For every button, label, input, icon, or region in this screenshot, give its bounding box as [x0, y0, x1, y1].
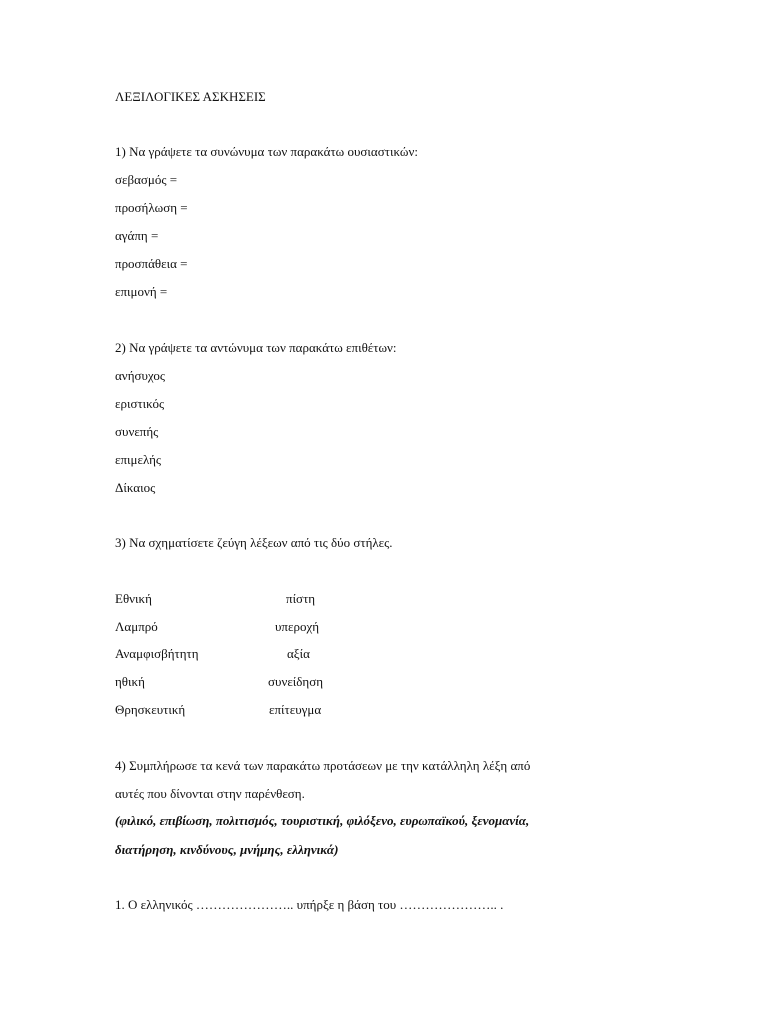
pair-left-word: Λαμπρό: [115, 619, 158, 634]
exercise-4-prompt-line-1: 4) Συμπλήρωσε τα κενά των παρακάτω προτάσεων με την κατάλληλη λέξη από: [115, 758, 531, 773]
pair-right-word: συνείδηση: [268, 674, 324, 689]
antonym-item: Δίκαιος: [115, 480, 156, 495]
synonym-item: προσπάθεια =: [115, 256, 188, 271]
pair-left-word: ηθική: [115, 674, 145, 689]
antonym-item: συνεπής: [115, 424, 159, 439]
synonym-item: σεβασμός =: [115, 172, 178, 187]
pair-right-word: υπεροχή: [275, 619, 320, 634]
word-bank-line-2: διατήρηση, κινδύνους, μνήμης, ελληνικά): [115, 842, 339, 857]
antonym-item: επιμελής: [115, 452, 162, 467]
pair-left-word: Θρησκευτική: [115, 702, 186, 717]
antonym-item: εριστικός: [115, 396, 165, 411]
antonym-item: ανήσυχος: [115, 368, 166, 383]
word-bank-line-1: (φιλικό, επιβίωση, πολιτισμός, τουριστική, φιλόξενο, ευρωπαϊκού, ξενομανία,: [115, 813, 530, 828]
synonym-item: αγάπη =: [115, 228, 159, 243]
exercise-1-prompt: 1) Να γράψετε τα συνώνυμα των παρακάτω ουσιαστικών:: [115, 144, 418, 159]
exercise-3-prompt: 3) Να σχηματίσετε ζεύγη λέξεων από τις δύο στήλες.: [115, 535, 393, 550]
pair-right-word: επίτευγμα: [269, 702, 322, 717]
pair-right-word: αξία: [287, 646, 310, 661]
pair-left-word: Αναμφισβήτητη: [115, 646, 199, 661]
synonym-item: επιμονή =: [115, 284, 168, 299]
document-title: ΛΕΞΙΛΟΓΙΚΕΣ ΑΣΚΗΣΕΙΣ: [115, 89, 266, 104]
synonym-item: προσήλωση =: [115, 200, 188, 215]
exercise-2-prompt: 2) Να γράψετε τα αντώνυμα των παρακάτω επιθέτων:: [115, 340, 397, 355]
pair-left-word: Εθνική: [115, 591, 152, 606]
pair-right-word: πίστη: [286, 591, 316, 606]
fill-in-sentence-1: 1. Ο ελληνικός ………………….. υπήρξε η βάση του ………………….. .: [115, 897, 504, 912]
exercise-4-prompt-line-2: αυτές που δίνονται στην παρένθεση.: [115, 786, 305, 801]
